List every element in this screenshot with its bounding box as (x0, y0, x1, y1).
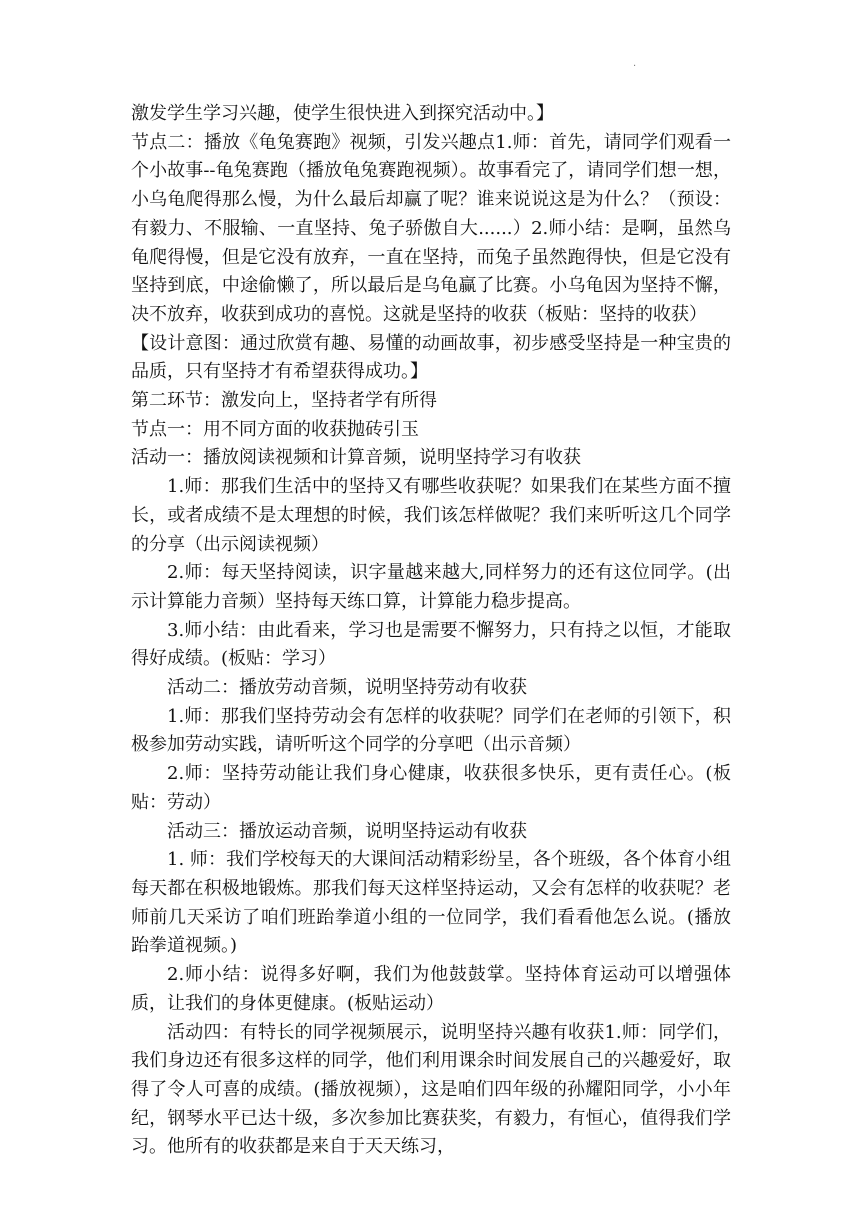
document-body (131, 100, 731, 1162)
design-intent-paragraph: 【设计意图：通过欣赏有趣、易懂的动画故事，初步感受坚持是一种宝贵的品质，只有坚持才有希望获得成功。】 (131, 332, 731, 383)
node-heading: 节点一：用不同方面的收获抛砖引玉 (131, 418, 419, 440)
paragraph: 1.师：那我们坚持劳动会有怎样的收获呢？同学们在老师的引领下，积极参加劳动实践，请听听这个同学的分享吧（出示音频） (131, 705, 731, 756)
paragraph: 1.师：那我们生活中的坚持又有哪些收获呢？如果我们在某些方面不擅长，或者成绩不是太理想的时候，我们该怎样做呢？我们来听听这几个同学的分享（出示阅读视频） (131, 476, 731, 555)
paragraph: 活动四：有特长的同学视频展示，说明坚持兴趣有收获1.师：同学们，我们身边还有很多这样的同学，他们利用课余时间发展自己的兴趣爱好，取得了令人可喜的成绩。(播放视频），这是咱们四年级的孙耀阳同学，小小年纪，钢琴水平已达十级，多次参加比赛获奖，有毅力，有恒心，值得我们学习。他所有的收获都是来自于天天练习， (131, 1021, 731, 1158)
paragraph: 2.师：每天坚持阅读，识字量越来越大,同样努力的还有这位同学。(出示计算能力音频）坚持每天练口算，计算能力稳步提高。 (131, 562, 731, 612)
paragraph: 1. 师：我们学校每天的大课间活动精彩纷呈，各个班级，各个体育小组每天都在积极地锻炼。那我们每天这样坚持运动，又会有怎样的收获呢？老师前几天采访了咱们班跆拳道小组的一位同学，我们看看他怎么说。(播放跆拳道视频。) (131, 849, 731, 957)
section-heading: 第二环节：激发向上，坚持者学有所得 (131, 390, 437, 412)
activity-heading: 活动三：播放运动音频，说明坚持运动有收获 (167, 820, 527, 842)
activity-heading: 活动二：播放劳动音频，说明坚持劳动有收获 (167, 677, 527, 699)
paragraph: 3.师小结：由此看来，学习也是需要不懈努力，只有持之以恒，才能取得好成绩。(板贴：学习） (131, 619, 731, 670)
paragraph: 2.师小结：说得多好啊，我们为他鼓鼓掌。坚持体育运动可以增强体质，让我们的身体更健康。(板贴运动） (131, 964, 731, 1014)
paragraph: 节点二：播放《龟兔赛跑》视频，引发兴趣点1.师：首先，请同学们观看一个小故事--龟兔赛跑（播放龟兔赛跑视频）。故事看完了，请同学们想一想，小乌龟爬得那么慢，为什么最后却赢了呢？谁来说说这是为什么？（预设：有毅力、不服输、一直坚持、兔子骄傲自大......）2.师小结：是啊，虽然乌龟爬得慢，但是它没有放弃，一直在坚持，而兔子虽然跑得快，但是它没有坚持到底，中途偷懒了，所以最后是乌龟赢了比赛。小乌龟因为坚持不懈，决不放弃，收获到成功的喜悦。这就是坚持的收获（板贴：坚持的收获） (131, 131, 731, 325)
activity-heading: 活动一：播放阅读视频和计算音频，说明坚持学习有收获 (131, 447, 581, 469)
paragraph: 2.师：坚持劳动能让我们身心健康，收获很多快乐，更有责任心。(板贴：劳动） (131, 763, 731, 813)
page-corner-mark: . (633, 58, 637, 69)
paragraph: 激发学生学习兴趣，使学生很快进入到探究活动中。】 (131, 103, 554, 124)
